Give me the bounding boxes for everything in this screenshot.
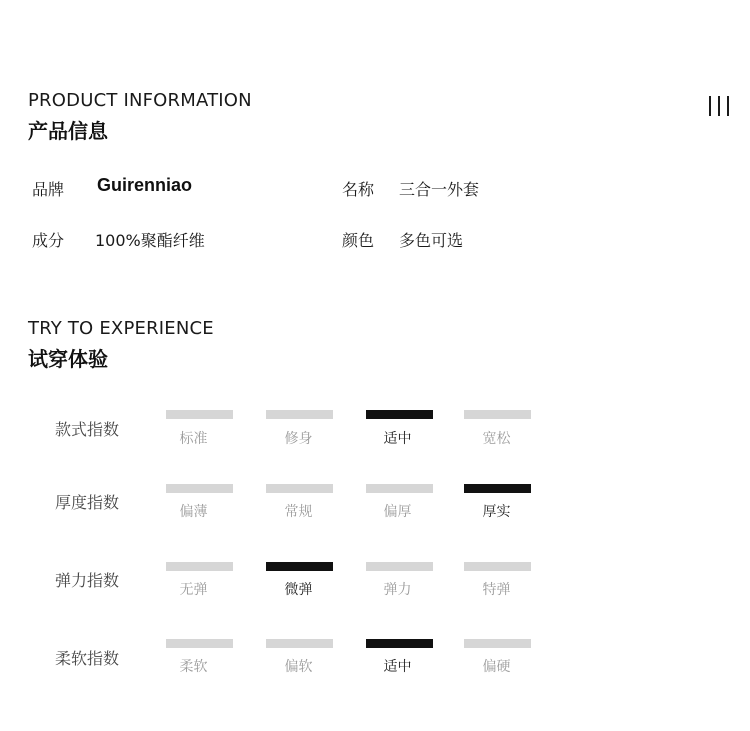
elasticity-option-label: 无弹	[179, 582, 208, 598]
fit-option-bar	[464, 410, 531, 419]
name-label: 名称	[342, 180, 375, 199]
elasticity-option-bar	[166, 562, 233, 571]
product-info-title-cn: 产品信息	[28, 119, 108, 143]
name-value: 三合一外套	[399, 180, 480, 199]
softness-option-label: 柔软	[179, 659, 208, 675]
fit-option-bar	[166, 410, 233, 419]
softness-option-label: 偏软	[284, 659, 313, 675]
softness-index-label: 柔软指数	[55, 649, 120, 668]
softness-option-bar	[266, 639, 333, 648]
elasticity-option-label: 微弹	[284, 582, 313, 598]
experience-title-cn: 试穿体验	[28, 347, 108, 371]
thickness-option-label: 常规	[284, 504, 313, 520]
color-label: 颜色	[342, 231, 375, 250]
brand-label: 品牌	[32, 180, 65, 199]
elasticity-option-label: 特弹	[482, 582, 511, 598]
thickness-index-label: 厚度指数	[55, 493, 120, 512]
thickness-option-bar	[266, 484, 333, 493]
material-value: 100%聚酯纤维	[95, 231, 205, 250]
softness-option-bar	[464, 639, 531, 648]
menu-icon[interactable]	[709, 96, 733, 116]
softness-option-label: 适中	[383, 659, 412, 675]
softness-option-bar	[166, 639, 233, 648]
thickness-option-label: 厚实	[482, 504, 511, 520]
softness-option-bar	[366, 639, 433, 648]
elasticity-index-label: 弹力指数	[55, 571, 120, 590]
thickness-option-label: 偏薄	[179, 504, 208, 520]
elasticity-option-bar	[464, 562, 531, 571]
fit-option-label: 标准	[179, 431, 208, 447]
thickness-option-bar	[166, 484, 233, 493]
thickness-option-bar	[464, 484, 531, 493]
color-value: 多色可选	[399, 231, 464, 250]
fit-option-label: 宽松	[482, 431, 511, 447]
fit-option-label: 适中	[383, 431, 412, 447]
fit-option-label: 修身	[284, 431, 313, 447]
softness-option-label: 偏硬	[482, 659, 511, 675]
elasticity-option-bar	[366, 562, 433, 571]
brand-value: Guirenniao	[97, 175, 193, 195]
thickness-option-bar	[366, 484, 433, 493]
elasticity-option-bar	[266, 562, 333, 571]
elasticity-option-label: 弹力	[383, 582, 412, 598]
thickness-option-label: 偏厚	[383, 504, 412, 520]
fit-option-bar	[266, 410, 333, 419]
experience-title-en: TRY TO EXPERIENCE	[28, 318, 214, 339]
fit-index-label: 款式指数	[55, 420, 120, 439]
fit-option-bar	[366, 410, 433, 419]
product-info-title-en: PRODUCT INFORMATION	[28, 90, 252, 111]
material-label: 成分	[32, 231, 65, 250]
